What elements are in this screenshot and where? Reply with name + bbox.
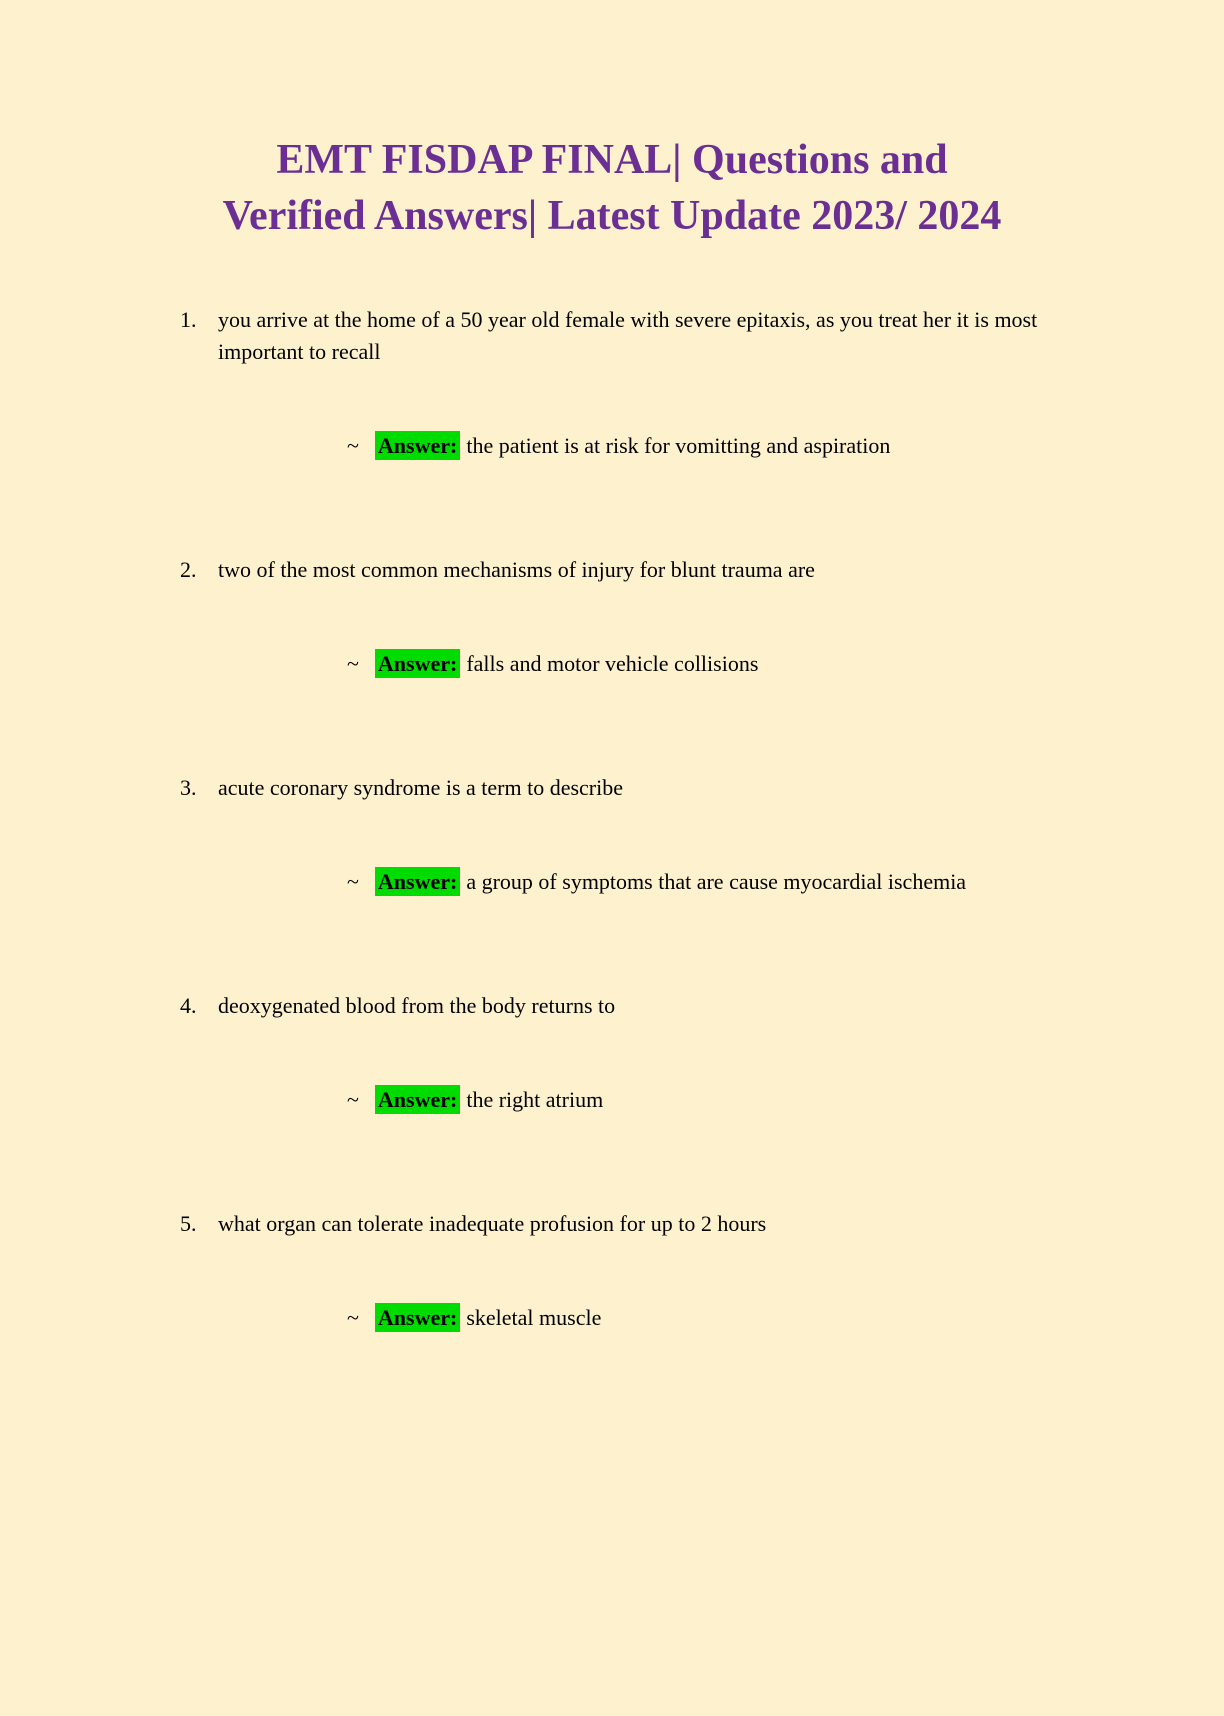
qa-item: [0, 1208, 1224, 1334]
tilde-marker: ~: [347, 1305, 359, 1330]
answer-text: skeletal muscle: [466, 1305, 602, 1330]
answer-text: the right atrium: [466, 1087, 604, 1112]
question-row: [0, 1208, 1224, 1240]
answer-row: [0, 866, 1224, 898]
qa-item: [0, 772, 1224, 898]
question-text: two of the most common mechanisms of injury for blunt trauma are: [218, 557, 815, 582]
page-title: [132, 132, 1092, 244]
answer-text: a group of symptoms that are cause myocardial ischemia: [466, 869, 967, 894]
tilde-marker: ~: [347, 869, 359, 894]
question-text: you arrive at the home of a 50 year old female with severe epitaxis, as you treat her it is most important to recall: [218, 307, 1038, 364]
answer-text: the patient is at risk for vomitting and aspiration: [466, 433, 891, 458]
question-text: acute coronary syndrome is a term to describe: [218, 775, 624, 800]
answer-row: [0, 648, 1224, 680]
tilde-marker: ~: [347, 1087, 359, 1112]
answer-label: Answer:: [375, 649, 460, 678]
answer-text: falls and motor vehicle collisions: [466, 651, 759, 676]
qa-item: [0, 304, 1224, 462]
question-row: [0, 990, 1224, 1022]
answer-row: [0, 430, 1224, 462]
question-number: 2.: [180, 557, 197, 582]
qa-item: [0, 990, 1224, 1116]
qa-item: [0, 554, 1224, 680]
answer-row: [0, 1084, 1224, 1116]
question-row: [0, 554, 1224, 586]
answer-row: [0, 1302, 1224, 1334]
question-row: [0, 304, 1224, 368]
answer-label: Answer:: [375, 1085, 460, 1114]
page-title-line-1: EMT FISDAP FINAL| Questions and: [276, 137, 948, 183]
tilde-marker: ~: [347, 433, 359, 458]
question-row: [0, 772, 1224, 804]
question-number: 5.: [180, 1211, 197, 1236]
question-text: deoxygenated blood from the body returns to: [218, 993, 616, 1018]
question-list: [0, 304, 1224, 1334]
question-text: what organ can tolerate inadequate profusion for up to 2 hours: [218, 1211, 767, 1236]
document-page: [0, 132, 1224, 1716]
page-title-line-2: Verified Answers| Latest Update 2023/ 2024: [222, 193, 1002, 239]
answer-label: Answer:: [375, 867, 460, 896]
answer-label: Answer:: [375, 431, 460, 460]
question-number: 1.: [180, 307, 197, 332]
answer-label: Answer:: [375, 1303, 460, 1332]
tilde-marker: ~: [347, 651, 359, 676]
question-number: 3.: [180, 775, 197, 800]
question-number: 4.: [180, 993, 197, 1018]
